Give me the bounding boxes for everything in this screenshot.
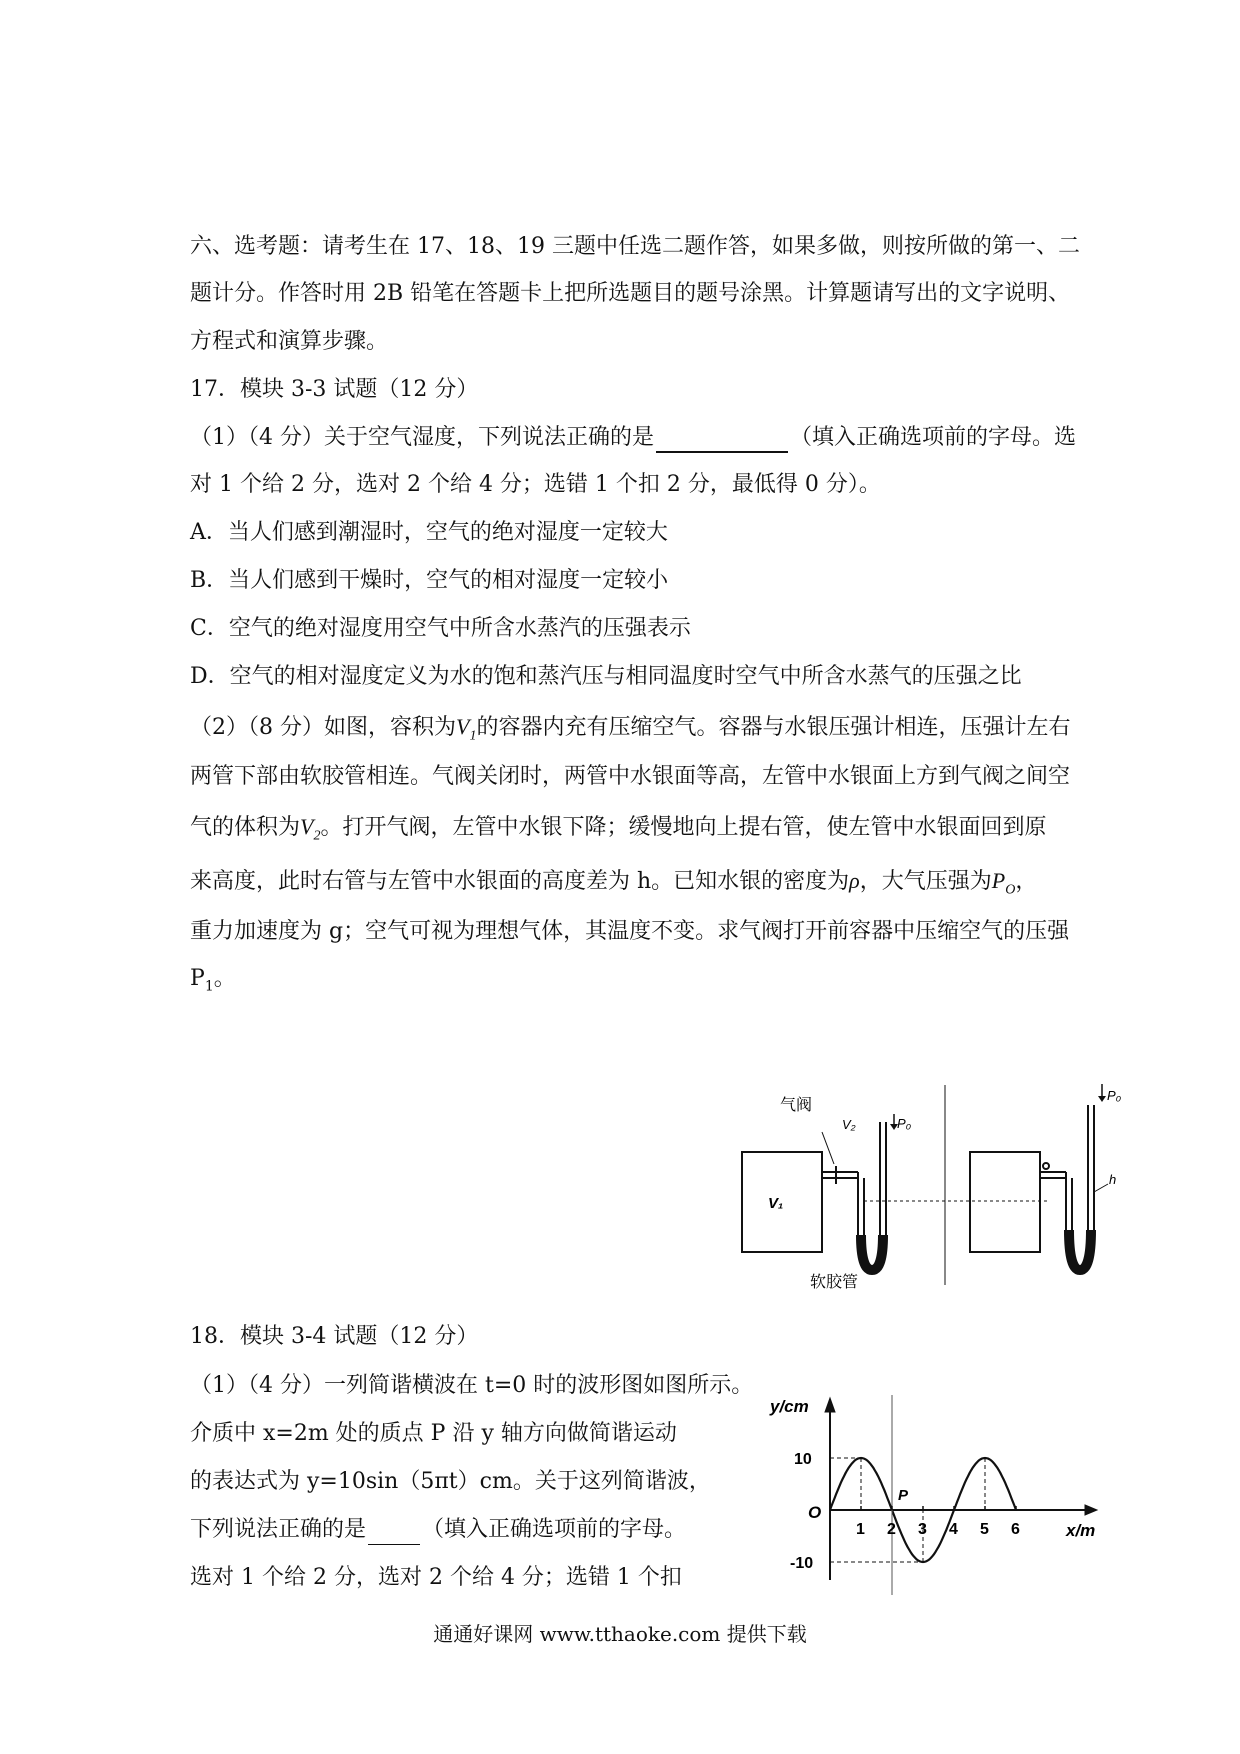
wave-point bbox=[876, 1472, 878, 1474]
q17-part2-text: 。 bbox=[213, 966, 236, 991]
var-p0 bbox=[991, 868, 1016, 898]
hose-left bbox=[861, 1235, 883, 1270]
label-p0-right: P₀ bbox=[1107, 1088, 1122, 1103]
option-d: D．空气的相对湿度定义为水的饱和蒸汽压与相同温度时空气中所含水蒸气的压强之比 bbox=[190, 664, 1022, 689]
q17-part2-text: 的容器内充有压缩空气。容器与水银压强计相连，压强计左右 bbox=[476, 715, 1071, 740]
manometer-figure bbox=[730, 1080, 1130, 1290]
hose-right bbox=[1069, 1230, 1091, 1270]
q18-line5: 选对 1 个给 2 分，选对 2 个给 4 分；选错 1 个扣 bbox=[190, 1565, 682, 1590]
footer: 通通好课网 www.tthaoke.com 提供下载 bbox=[433, 1622, 807, 1646]
q18-line2: 介质中 x=2m 处的质点 P 沿 y 轴方向做简谐运动 bbox=[190, 1421, 677, 1446]
valve-right bbox=[1043, 1163, 1049, 1169]
q17-part1-line2: 对 1 个给 2 分，选对 2 个给 4 分；选错 1 个扣 2 分，最低得 0 分）。 bbox=[190, 472, 881, 497]
q18-line3: 的表达式为 y=10sin（5πt）cm。关于这列简谐波， bbox=[190, 1469, 711, 1494]
y-tick-label: -10 bbox=[790, 1555, 814, 1572]
q18-text: （填入正确选项前的字母。 bbox=[422, 1517, 687, 1542]
q18-text: 下列说法正确的是 bbox=[190, 1517, 367, 1542]
label-valve: 气阀 bbox=[780, 1097, 813, 1114]
x-tick-label: 3 bbox=[918, 1521, 927, 1538]
section-six-line1: 六、选考题：请考生在 17、18、19 三题中任选二题作答，如果多做，则按所做的第一、二 bbox=[190, 234, 1080, 259]
var-p1-sub: 1 bbox=[204, 978, 214, 995]
var-v2 bbox=[300, 814, 321, 844]
x-axis-arrow-icon bbox=[1085, 1505, 1097, 1515]
wave-chart bbox=[760, 1390, 1110, 1600]
var-v1-symbol: V bbox=[456, 714, 470, 739]
q17-title: 17．模块 3-3 试题（12 分） bbox=[190, 377, 479, 402]
answer-blank[interactable] bbox=[656, 429, 788, 453]
q17-part2-text: ，大气压强为 bbox=[859, 869, 992, 894]
var-rho: ρ bbox=[849, 868, 860, 893]
wave-point bbox=[829, 1509, 831, 1511]
section-six-line3: 方程式和演算步骤。 bbox=[190, 329, 389, 354]
var-v1 bbox=[456, 714, 477, 744]
x-tick-label: 5 bbox=[980, 1521, 989, 1538]
x-tick-label: 2 bbox=[887, 1521, 896, 1538]
q18-line4 bbox=[190, 1515, 686, 1545]
q17-part2-text: 来高度，此时右管与左管中水银面的高度差为 h。已知水银的密度为 bbox=[190, 869, 850, 894]
q17-part2-text: 。打开气阀，左管中水银下降；缓慢地向上提右管，使左管中水银面回到原 bbox=[320, 815, 1047, 840]
point-p-label: P bbox=[898, 1487, 909, 1504]
wave-point bbox=[1000, 1472, 1002, 1474]
q18-line1: （1）（4 分）一列简谐横波在 t=0 时的波形图如图所示。 bbox=[190, 1373, 754, 1398]
label-v1: V₁ bbox=[768, 1195, 784, 1212]
option-b: B．当人们感到干燥时，空气的相对湿度一定较小 bbox=[190, 568, 669, 593]
var-v2-sub: 2 bbox=[313, 828, 321, 844]
var-v1-sub: 1 bbox=[469, 728, 477, 744]
label-v2: V₂ bbox=[842, 1117, 856, 1132]
y-axis-arrow-icon bbox=[825, 1398, 835, 1412]
label-h: h bbox=[1109, 1172, 1117, 1187]
q17-part2-line4 bbox=[190, 866, 1037, 905]
q17-part2-text: ， bbox=[1015, 869, 1038, 894]
label-p0-left: P₀ bbox=[897, 1116, 912, 1131]
var-v2-symbol: V bbox=[300, 814, 314, 839]
container-right bbox=[970, 1152, 1040, 1252]
q17-part1-text-a: （1）（4 分）关于空气湿度，下列说法正确的是 bbox=[190, 425, 654, 450]
wave-point bbox=[969, 1472, 971, 1474]
x-axis-label: x/m bbox=[1066, 1521, 1096, 1540]
var-p0-sub: O bbox=[1005, 882, 1016, 898]
option-a: A．当人们感到潮湿时，空气的绝对湿度一定较大 bbox=[190, 520, 668, 545]
label-hose: 软胶管 bbox=[810, 1274, 859, 1290]
wave-point bbox=[938, 1546, 940, 1548]
origin-label: O bbox=[808, 1503, 822, 1522]
q17-part2-line2: 两管下部由软胶管相连。气阀关闭时，两管中水银面等高，左管中水银面上方到气阀之间空 bbox=[190, 764, 1071, 789]
q17-part2-text: 气的体积为 bbox=[190, 815, 301, 840]
pressure-arrow-icon bbox=[1098, 1084, 1106, 1102]
wave-point bbox=[907, 1546, 909, 1548]
q18-title: 18．模块 3-4 试题（12 分） bbox=[190, 1324, 479, 1349]
wave-point bbox=[845, 1472, 847, 1474]
var-p1: P bbox=[190, 966, 205, 991]
y-axis-label: y/cm bbox=[770, 1397, 809, 1416]
q17-part1-text-b: （填入正确选项前的字母。选 bbox=[790, 425, 1077, 450]
section-six-line2: 题计分。作答时用 2B 铅笔在答题卡上把所选题目的题号涂黑。计算题请写出的文字说明、 bbox=[190, 281, 1071, 306]
x-tick-label: 4 bbox=[949, 1521, 958, 1538]
q17-part2-line6 bbox=[190, 964, 236, 1001]
var-p0-symbol: P bbox=[991, 868, 1006, 893]
x-tick-label: 1 bbox=[856, 1521, 865, 1538]
answer-blank[interactable] bbox=[368, 1522, 420, 1545]
q17-part2-line3 bbox=[190, 812, 1046, 851]
x-tick-label: 6 bbox=[1011, 1521, 1020, 1538]
q17-part2-line5: 重力加速度为 g；空气可视为理想气体，其温度不变。求气阀打开前容器中压缩空气的压强 bbox=[190, 919, 1070, 944]
q17-part2-text: （2）（8 分）如图，容积为 bbox=[190, 715, 456, 740]
q17-part2-line1 bbox=[190, 712, 1070, 751]
option-c: C．空气的绝对湿度用空气中所含水蒸汽的压强表示 bbox=[190, 616, 691, 641]
q17-part1-line1 bbox=[190, 423, 1076, 453]
y-tick-label: 10 bbox=[794, 1451, 812, 1468]
